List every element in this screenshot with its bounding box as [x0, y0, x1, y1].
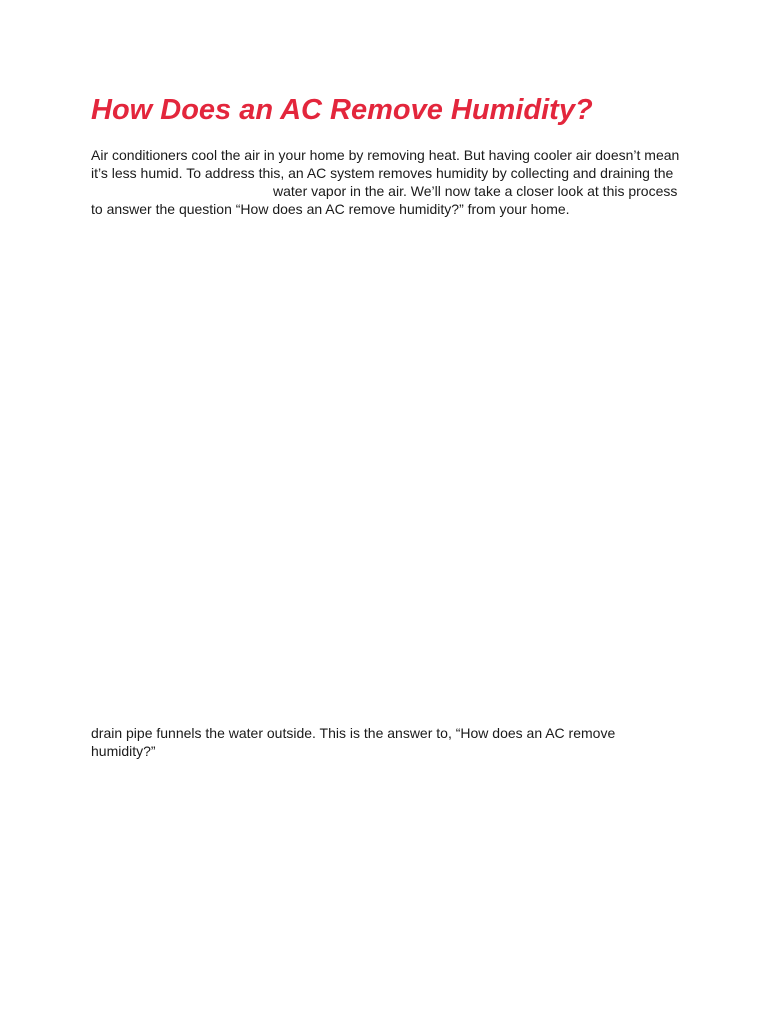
paragraph-line: drain pipe funnels the water outside. This is the answer to, “How does an AC remove	[91, 725, 616, 741]
page-title: How Does an AC Remove Humidity?	[91, 94, 593, 126]
paragraph-line: humidity?”	[91, 743, 156, 759]
paragraph-line: water vapor in the air. We’ll now take a closer look at this process	[273, 183, 678, 199]
paragraph-line: to answer the question “How does an AC remove humidity?” from your home.	[91, 201, 570, 217]
paragraph-line: it’s less humid. To address this, an AC system removes humidity by collecting and draining the	[91, 165, 674, 181]
paragraph-line: Air conditioners cool the air in your home by removing heat. But having cooler air doesn’t mean	[91, 147, 680, 163]
